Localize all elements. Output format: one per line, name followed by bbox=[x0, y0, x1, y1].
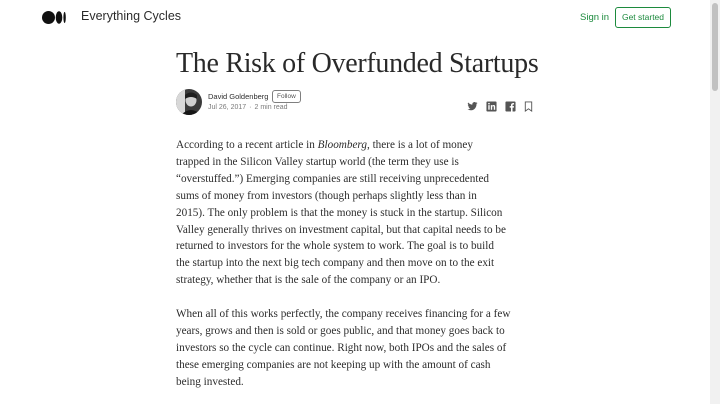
publication-reference: Bloomberg bbox=[317, 139, 367, 151]
linkedin-icon[interactable] bbox=[486, 101, 497, 112]
line: being invested. bbox=[176, 375, 244, 388]
line: strategy, whether that is the sale of the company or an IPO. bbox=[176, 274, 441, 287]
paragraph-1 bbox=[176, 137, 538, 289]
bookmark-icon[interactable] bbox=[523, 101, 534, 112]
article-body bbox=[176, 137, 538, 407]
article-title: The Risk of Overfunded Startups bbox=[176, 48, 539, 79]
paragraph-2 bbox=[176, 306, 538, 391]
publish-date: Jul 26, 2017 bbox=[208, 104, 247, 111]
line: “overstuffed.”) Emerging companies are still receiving unprecedented bbox=[176, 172, 490, 185]
author-name[interactable]: David Goldenberg bbox=[208, 92, 269, 101]
line: trapped in the Silicon Valley startup world (the term they use is bbox=[176, 155, 459, 168]
scrollbar-thumb[interactable] bbox=[712, 3, 718, 91]
line: these emerging companies are not keeping up with the amount of cash bbox=[176, 358, 491, 371]
get-started-button[interactable]: Get started bbox=[615, 7, 671, 28]
avatar[interactable] bbox=[176, 89, 202, 115]
publication-name[interactable]: Everything Cycles bbox=[81, 9, 182, 23]
article-meta bbox=[208, 104, 288, 111]
facebook-icon[interactable] bbox=[505, 101, 516, 112]
site-header bbox=[0, 0, 710, 36]
line: Valley generally thrives on investment capital, but that capital needs to be bbox=[176, 223, 506, 236]
author-photo bbox=[176, 89, 202, 115]
line: When all of this works perfectly, the company receives financing for a few bbox=[176, 308, 511, 321]
line: returned to investors for the whole system to work. The goal is to build bbox=[176, 240, 494, 253]
medium-logo-icon[interactable] bbox=[42, 11, 66, 24]
twitter-icon[interactable] bbox=[467, 101, 478, 112]
line: sums of money from investors (though perhaps slightly less than in bbox=[176, 189, 477, 202]
sign-in-link[interactable]: Sign in bbox=[580, 12, 610, 23]
follow-button[interactable]: Follow bbox=[272, 90, 301, 103]
line: According to a recent article in Bloomberg, there is a lot of money bbox=[176, 139, 473, 151]
read-time: 2 min read bbox=[254, 104, 288, 111]
line: 2015). The only problem is that the money is stuck in the startup. Silicon bbox=[176, 206, 503, 219]
meta-separator: · bbox=[249, 104, 252, 111]
line: the startup into the next big tech company and then move on to the exit bbox=[176, 257, 495, 270]
line: investors so the cycle can continue. Right now, both IPOs and the sales of bbox=[176, 341, 507, 354]
line: years, grows and then is sold or goes public, and that money goes back to bbox=[176, 324, 505, 337]
